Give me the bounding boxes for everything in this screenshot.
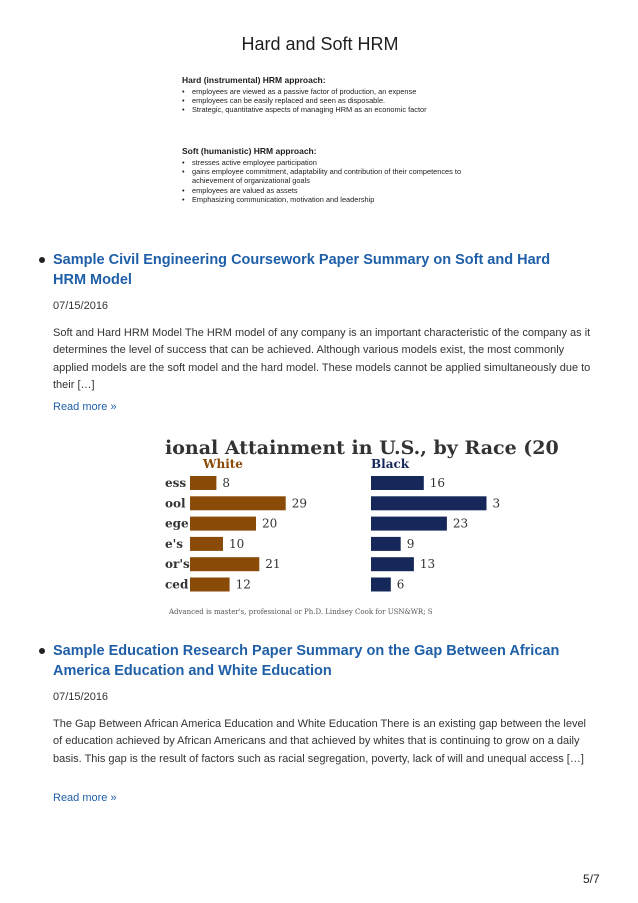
list-item: • Strategic, quantitative aspects of managing HRM as an economic factor	[182, 105, 472, 114]
bullet	[39, 257, 45, 263]
list-item: • employees are viewed as a passive factor of production, an expense	[182, 87, 472, 96]
list-item: • stresses active employee participation	[182, 158, 472, 167]
page-number: 5/7	[583, 872, 600, 886]
bar-white	[190, 578, 230, 592]
post-item	[38, 641, 598, 811]
category-label: ess	[165, 476, 187, 490]
hard-hrm-list	[182, 87, 472, 115]
list-item: • employees can be easily replaced and seen as disposable.	[182, 96, 472, 105]
read-more-link[interactable]: Read more »	[53, 792, 117, 804]
bar-black	[371, 476, 424, 490]
data-label-black: 13	[419, 557, 436, 572]
post-item	[38, 250, 598, 420]
data-label-black: 3	[492, 496, 501, 511]
bullet	[39, 648, 45, 654]
soft-hrm-heading: Soft (humanistic) HRM approach:	[182, 146, 317, 156]
data-label-white: 29	[291, 496, 307, 511]
bar-white	[190, 557, 259, 571]
bar-black	[371, 537, 401, 551]
bar-white	[190, 496, 286, 510]
data-label-black: 9	[406, 536, 415, 551]
legend-white: White	[203, 457, 243, 471]
list-item: • gains employee commitment, adaptability and contribution of their competences to achievement of organizational goals	[182, 167, 472, 185]
post-title-link[interactable]: Sample Education Research Paper Summary on the Gap Between African America Education and White Education	[53, 643, 560, 679]
data-label-white: 10	[229, 536, 245, 551]
data-label-white: 12	[235, 577, 251, 592]
chart-footnote: Advanced is master's, professional or Ph.D. Lindsey Cook for USN&WR; S	[169, 608, 433, 616]
bar-white	[190, 517, 256, 531]
category-label: or's	[165, 557, 190, 572]
category-label: ege	[165, 516, 189, 531]
data-label-black: 16	[429, 476, 446, 490]
hard-hrm-heading: Hard (instrumental) HRM approach:	[182, 75, 326, 85]
legend-black: Black	[371, 457, 410, 471]
bar-black	[371, 578, 391, 592]
bar-black	[371, 496, 487, 510]
category-label: e's	[165, 536, 184, 551]
data-label-white: 8	[222, 476, 231, 490]
education-race-chart-image	[165, 430, 559, 620]
read-more-link[interactable]: Read more »	[53, 401, 117, 413]
list-item: • employees are valued as assets	[182, 186, 472, 195]
post-title-link[interactable]: Sample Civil Engineering Coursework Paper Summary on Soft and Hard HRM Model	[53, 252, 551, 288]
slide-title: Hard and Soft HRM	[241, 34, 399, 54]
post-date: 07/15/2016	[53, 691, 109, 703]
bar-white	[190, 476, 216, 490]
data-label-black: 6	[396, 577, 405, 592]
post-excerpt: Soft and Hard HRM Model The HRM model of any company is an important characteristic of the company as it determines the level of success that can be achieved. Although various models exist, the most commonly applied models are the soft model and the hard model. These models cannot be applied simultaneously due to their […]	[53, 327, 591, 391]
data-label-white: 21	[265, 557, 281, 572]
list-item: • Emphasizing communication, motivation and leadership	[182, 195, 472, 204]
post-date: 07/15/2016	[53, 300, 109, 312]
post-excerpt: The Gap Between African America Education and White Education There is an existing gap between the level of education achieved by African Americans and that achieved by whites that is continuing to grow on a daily basis. This gap is the result of factors such as racial segregation, poverty, lack of will and unequal access […]	[53, 718, 587, 765]
hrm-slide-image	[170, 28, 470, 223]
chart-title: ional Attainment in U.S., by Race (20	[165, 437, 559, 459]
bar-black	[371, 517, 447, 531]
bar-white	[190, 537, 223, 551]
soft-hrm-list	[182, 158, 472, 204]
data-label-black: 23	[452, 516, 469, 531]
category-label: ool	[165, 496, 186, 511]
bar-black	[371, 557, 414, 571]
data-label-white: 20	[262, 516, 278, 531]
category-label: ced	[165, 577, 189, 592]
